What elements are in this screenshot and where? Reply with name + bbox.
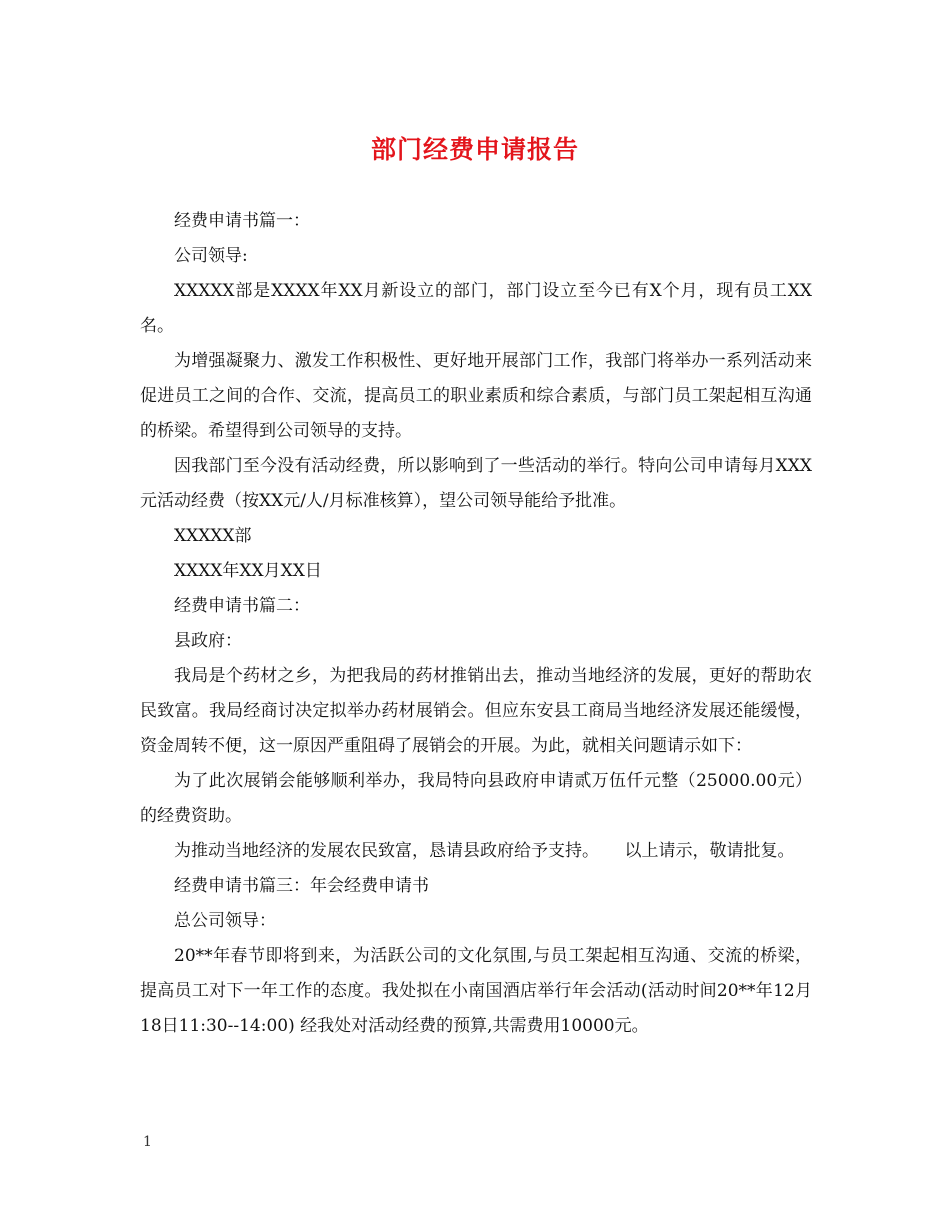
- document-body: [140, 204, 812, 1044]
- paragraph: XXXX年XX月XX日: [174, 561, 322, 581]
- paragraph: 为增强凝聚力、激发工作积极性、更好地开展部门工作，我部门将举办一系列活动来促进员工之间的合作、交流，提高员工的职业素质和综合素质，与部门员工架起相互沟通的桥梁。希望得到公司领导的支持。: [140, 351, 812, 441]
- paragraph: 公司领导:: [174, 246, 248, 266]
- paragraph: 经费申请书篇三：年会经费申请书: [174, 876, 429, 896]
- paragraph: 为了此次展销会能够顺利举办，我局特向县政府申请贰万伍仟元整（25000.00元）的经费资助。: [140, 771, 812, 826]
- paragraph: 我局是个药材之乡，为把我局的药材推销出去，推动当地经济的发展，更好的帮助农民致富。我局经商讨决定拟举办药材展销会。但应东安县工商局当地经济发展还能缓慢，资金周转不便，这一原因严重阻碍了展销会的开展。为此，就相关问题请示如下：: [140, 666, 812, 756]
- paragraph: 因我部门至今没有活动经费，所以影响到了一些活动的举行。特向公司申请每月XXX元活动经费（按XX元/人/月标准核算），望公司领导能给予批准。: [140, 456, 812, 511]
- paragraph: 经费申请书篇二：: [174, 596, 310, 616]
- paragraph: 总公司领导：: [174, 911, 276, 931]
- paragraph: XXXXX部是XXXX年XX月新设立的部门，部门设立至今已有X个月，现有员工XX名。: [140, 281, 812, 336]
- paragraph: 县政府：: [174, 631, 242, 651]
- paragraph: XXXXX部: [174, 526, 252, 546]
- paragraph: 20**年春节即将到来，为活跃公司的文化氛围,与员工架起相互沟通、交流的桥梁，提高员工对下一年工作的态度。我处拟在小南国酒店举行年会活动(活动时间20**年12月18日11:30--14:00) 经我处对活动经费的预算,共需费用10000元。: [140, 946, 812, 1036]
- page-number: 1: [143, 1134, 152, 1150]
- document-title: 部门经费申请报告: [370, 135, 579, 164]
- paragraph: 经费申请书篇一：: [174, 211, 310, 231]
- paragraph: 为推动当地经济的发展农民致富，恳请县政府给予支持。 以上请示，敬请批复。: [174, 841, 795, 861]
